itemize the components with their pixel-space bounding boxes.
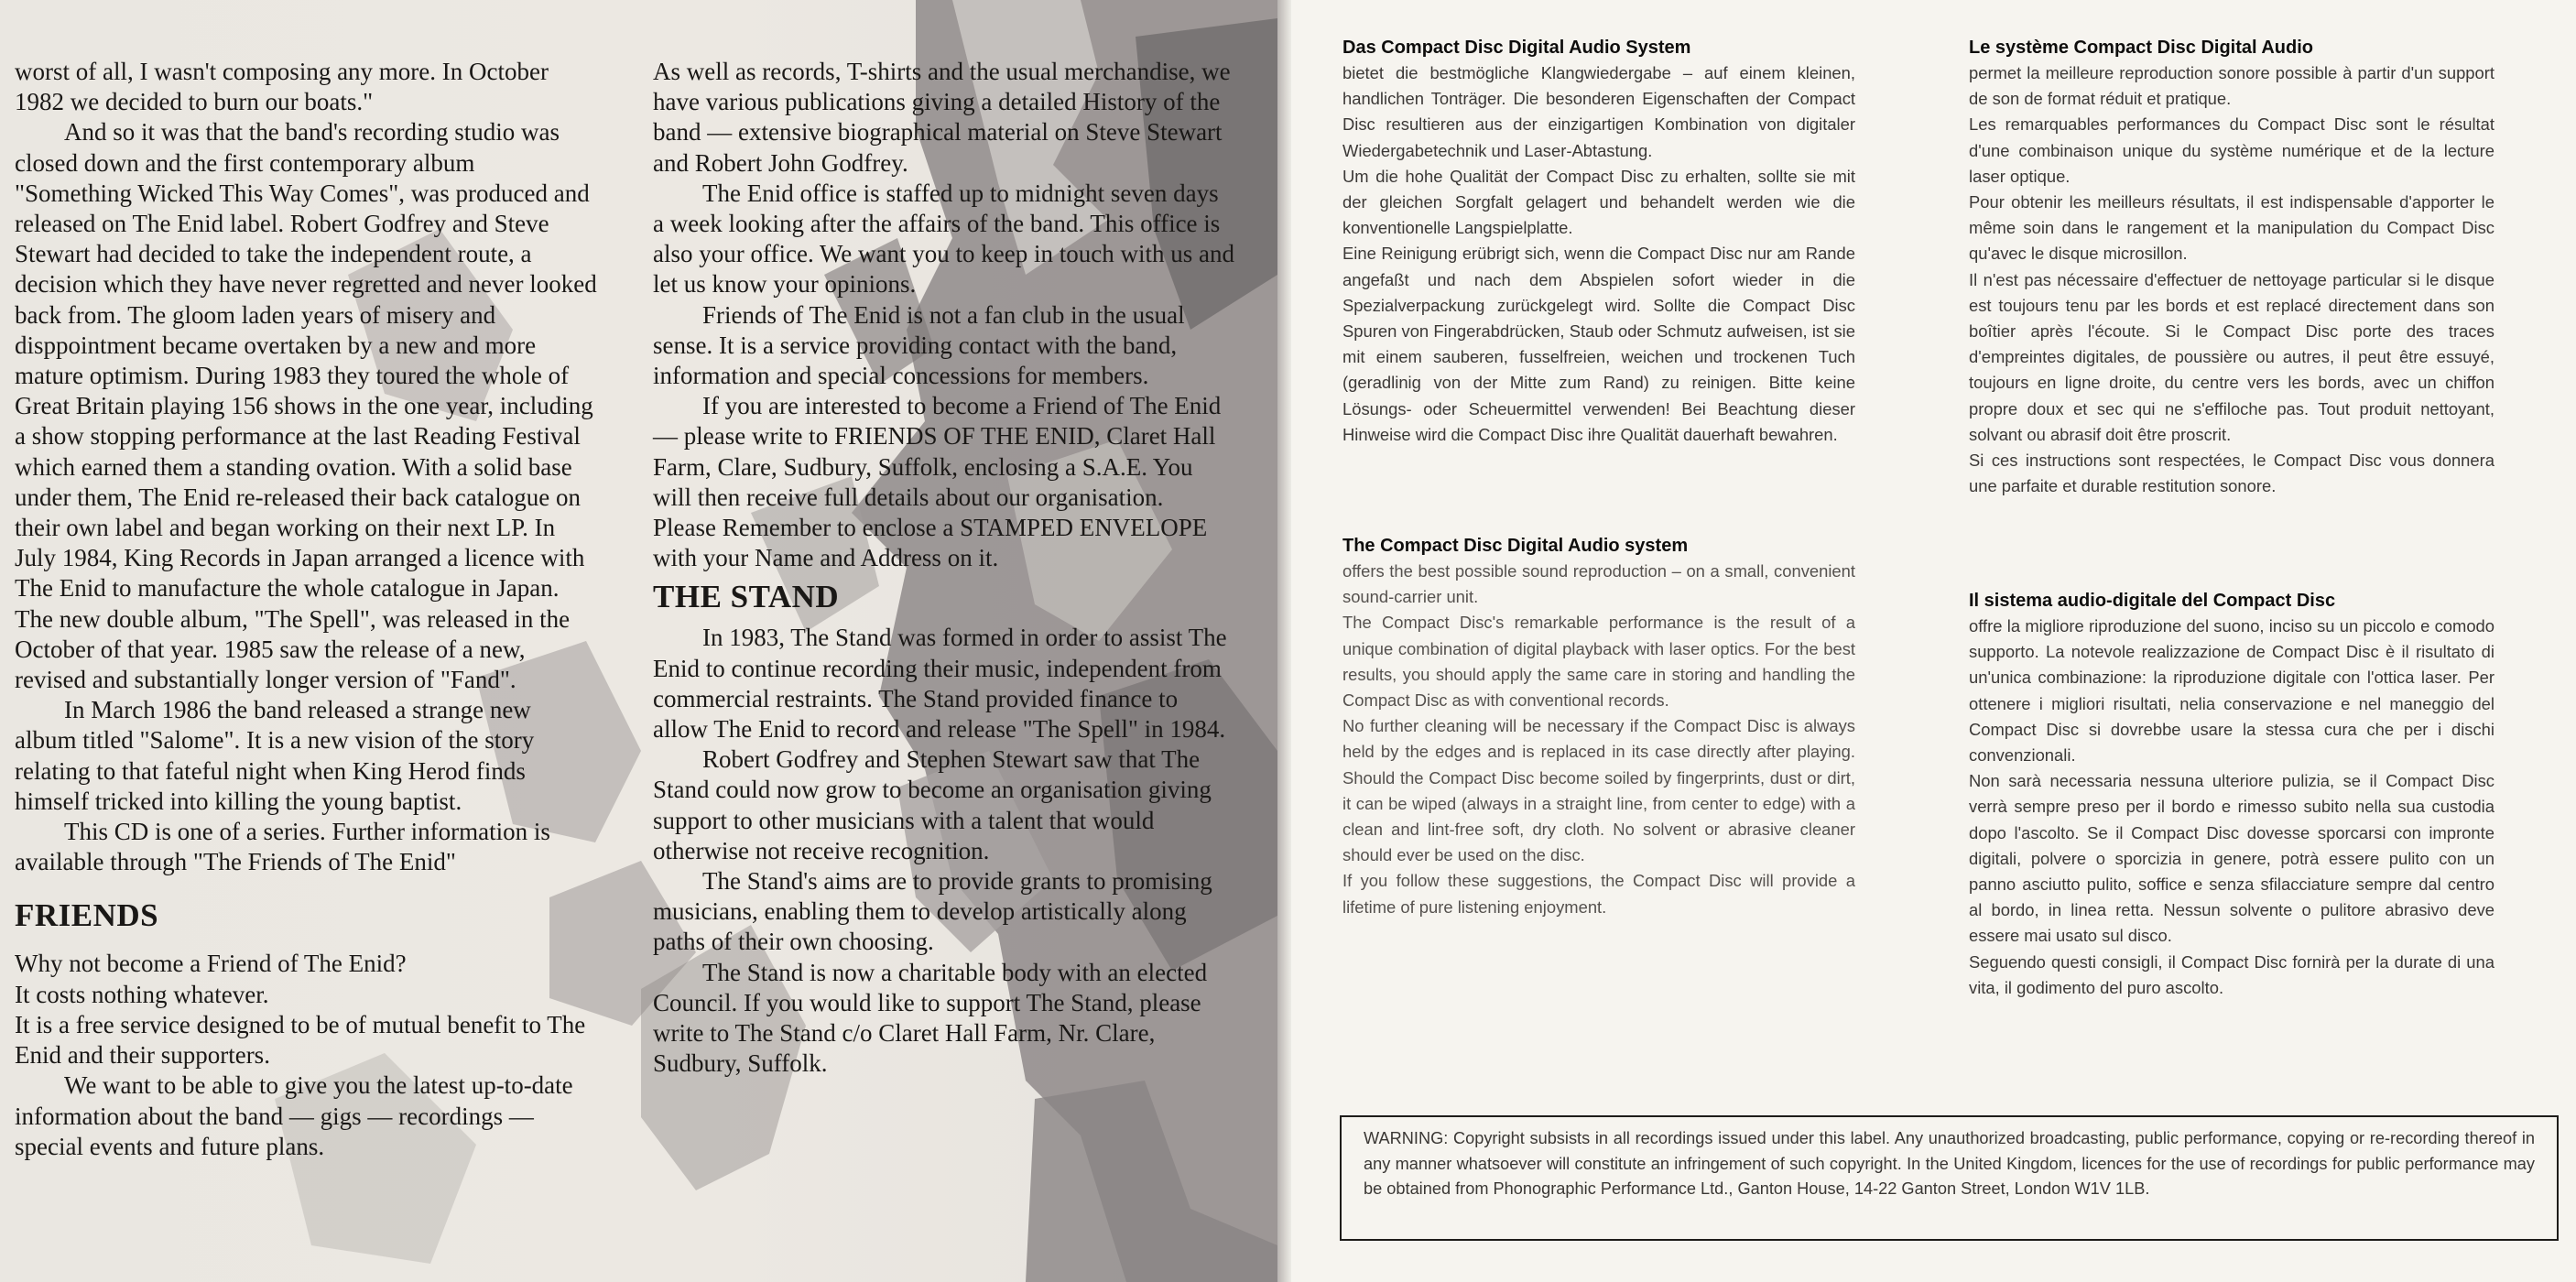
french-paragraph: Si ces instructions sont respectées, le Compact Disc vous donnera une parfaite et durable restitution sonore. bbox=[1969, 451, 2494, 496]
french-paragraph: Pour obtenir les meilleurs résultats, il est indispensable d'apporter le même soin dans le rangement et la manipulation du Compact Disc qu'avec le disque microsillon. bbox=[1969, 192, 2494, 264]
friends-paragraph: It is a free service designed to be of mutual benefit to The Enid and their supporters. bbox=[15, 1010, 586, 1070]
italian-paragraph: Non sarà necessaria nessuna ulteriore pulizia, se il Compact Disc verrà sempre preso per il bordo e rimesso subito nella sua custodia dopo l'ascolto. Se il Compact Disc dovesse sporcarsi con impronte digitali, polvere o sporcizia in genere, potrà essere pulito con un panno asciutto pulito, soffice e senza sfilacciature sempre dal centro al bordo, in linea retta. Nessun solvente o pulitore abrasivo deve essere mai usato sul disco. bbox=[1969, 771, 2494, 946]
history-paragraph: And so it was that the band's recording studio was closed down and the first contemporary album "Something Wicked This Way Comes", was produced and released on The Enid label. Robert Godfrey and Steve Stewart had decided to take the independent route, a decision which they have never regretted and never looked back from. The gloom laden years of misery and disppointment became overtaken by a new and more mature optimism. During 1983 they toured the whole of Great Britain playing 156 shows in the one year, including a show stopping performance at the last Reading Festival which earned them a standing ovation. With a solid base under them, The Enid re-released their back catalogue on their own label and began working on their next LP. In July 1984, King Records in Japan arranged a licence with The Enid to manufacture the whole catalogue in Japan. The new double album, "The Spell", was released in the October of that year. 1985 saw the release of a new, revised and substantially longer version of "Fand". bbox=[15, 118, 597, 694]
stand-paragraph: The Stand is now a charitable body with an elected Council. If you would like to support The Stand, please write to The Stand c/o Claret Hall Farm, Nr. Clare, Sudbury, Suffolk. bbox=[653, 958, 1208, 1078]
english-paragraph: The Compact Disc's remarkable performance is the result of a unique combination of digital playback with laser optics. For the best results, you should apply the same care in storing and handling the Compact Disc as with conventional records. bbox=[1342, 613, 1855, 711]
history-paragraph: worst of all, I wasn't composing any more. In October 1982 we decided to burn our boats." bbox=[15, 58, 549, 116]
french-section bbox=[1969, 35, 2494, 499]
friends-paragraph: We want to be able to give you the latest up-to-date information about the band — gigs — recordings — special events and future plans. bbox=[15, 1071, 573, 1160]
left-text-column-1 bbox=[15, 57, 597, 1162]
friends-paragraph: As well as records, T-shirts and the usual merchandise, we have various publications giving a detailed History of the band — extensive biographical material on Steve Stewart and Robert John Godfrey. bbox=[653, 58, 1231, 177]
italian-paragraph: offre la migliore riproduzione del suono, inciso su un piccolo e comodo supporto. La notevole realizzazione de Compact Disc è il risultato di un'unica combinazione: la riproduzione digitale con l'ottica laser. Per ottenere i migliori risultati, nelia conservazione e nel maneggio del Compact Disc si dovrebbe usare la stessa cura che per i dischi convenzionali. bbox=[1969, 616, 2494, 766]
french-paragraph: Les remarquables performances du Compact Disc sont le résultat d'une combinaison unique du système numérique et de la lecture laser optique. bbox=[1969, 114, 2494, 186]
the-stand-heading: THE STAND bbox=[653, 579, 840, 615]
german-section bbox=[1342, 35, 1855, 448]
english-heading: The Compact Disc Digital Audio system bbox=[1342, 536, 1689, 556]
friends-paragraph: Why not become a Friend of The Enid? bbox=[15, 950, 407, 978]
left-booklet-page bbox=[0, 0, 1277, 1282]
italian-paragraph: Seguendo questi consigli, il Compact Disc fornirà per la durate di una vita, il godimento del puro ascolto. bbox=[1969, 951, 2494, 997]
french-paragraph: permet la meilleure reproduction sonore possible à partir d'un support de son de format réduit et pratique. bbox=[1969, 63, 2494, 109]
copyright-warning-text: WARNING: Copyright subsists in all recordings issued under this label. Any unauthorized broadcasting, public performance, copying or re-recording thereof in any manner whatsoever will constitute an infringement of such copyright. In the United Kingdom, licences for the use of recordings for public performance may be obtained from Phonographic Performance Ltd., Ganton House, 14-22 Ganton Street, London W1V 1LB. bbox=[1364, 1129, 2535, 1198]
left-text-column-2 bbox=[653, 57, 1235, 1080]
german-paragraph: Eine Reinigung erübrigt sich, wenn die Compact Disc nur am Rande angefaßt und nach dem Abspielen sofort wieder in die Spezialverpackung zurückgelegt wird. Sollte die Compact Disc Spuren von Fingerabdrücken, Staub oder Schmutz aufweisen, ist sie mit einem sauberen, fusselfreien, weichen und trockenen Tuch (geradlinig von der Mitte zum Rand) zu reinigen. Bitte keine Lösungs- oder Scheuermittel verwenden! Bei Beachtung dieser Hinweise wird die Compact Disc ihre Qualität dauerhaft bewahren. bbox=[1342, 244, 1855, 444]
german-heading: Das Compact Disc Digital Audio System bbox=[1342, 38, 1691, 58]
english-paragraph: offers the best possible sound reproduction – on a small, convenient sound-carrier unit. bbox=[1342, 561, 1855, 607]
stand-paragraph: Robert Godfrey and Stephen Stewart saw that The Stand could now grow to become an organisation giving support to other musicians with a talent that would otherwise not receive recognition. bbox=[653, 745, 1212, 864]
german-paragraph: bietet die bestmögliche Klangwiedergabe – auf einem kleinen, handlichen Tonträger. Die besonderen Eigenschaften der Compact Disc resultieren aus der einzigartigen Kombination von digitaler Wiedergabetechnik und Laser-Abtastung. bbox=[1342, 63, 1855, 160]
friends-paragraph: It costs nothing whatever. bbox=[15, 980, 269, 1008]
history-paragraph: In March 1986 the band released a strange new album titled "Salome". It is a new vision of the story relating to that fateful night when King Herod finds himself tricked into killing the young baptist. bbox=[15, 696, 535, 815]
stand-paragraph: In 1983, The Stand was formed in order to assist The Enid to continue recording their music, independent from commercial restraints. The Stand provided finance to allow The Enid to record and release "The Spell" in 1984. bbox=[653, 624, 1227, 744]
english-paragraph: If you follow these suggestions, the Compact Disc will provide a lifetime of pure listening enjoyment. bbox=[1342, 871, 1855, 917]
friends-paragraph: Friends of The Enid is not a fan club in the usual sense. It is a service providing contact with the band, information and special concessions for members. bbox=[653, 300, 1185, 390]
friends-heading: FRIENDS bbox=[15, 897, 159, 934]
friends-paragraph: If you are interested to become a Friend of The Enid — please write to FRIENDS OF THE ENID, Claret Hall Farm, Clare, Sudbury, Suffolk, enclosing a S.A.E. You will then receive full details about our organisation. bbox=[653, 392, 1222, 511]
friends-paragraph: Please Remember to enclose a STAMPED ENVELOPE with your Name and Address on it. bbox=[653, 514, 1208, 572]
english-paragraph: No further cleaning will be necessary if the Compact Disc is always held by the edges and is replaced in its case directly after playing. Should the Compact Disc become soiled by fingerprints, dust or dirt, it can be wiped (always in a straight line, from center to edge) with a clean and lint-free soft, dry cloth. No solvent or abrasive cleaner should ever be used on the disc. bbox=[1342, 716, 1855, 865]
friends-paragraph: The Enid office is staffed up to midnight seven days a week looking after the affairs of the band. This office is also your office. We want you to keep in touch with us and let us know your opinions. bbox=[653, 179, 1234, 299]
english-section bbox=[1342, 533, 1855, 920]
french-paragraph: Il n'est pas nécessaire d'effectuer de nettoyage particular si le disque est toujours tenu par les bords et est replacé directement dans son boîtier après l'écoute. Si le Compact Disc porte des traces d'empreintes digitales, de poussière ou autres, il peut être essuyé, toujours en ligne droite, du centre vers les bords, avec un chiffon propre doux et sec qui ne s'effiloche pas. Tout produit nettoyant, solvant ou abrasif doit être proscrit. bbox=[1969, 269, 2494, 444]
booklet-spine-fold bbox=[1277, 0, 1291, 1282]
italian-heading: Il sistema audio-digitale del Compact Disc bbox=[1969, 591, 2336, 611]
history-paragraph: This CD is one of a series. Further information is available through "The Friends of The Enid" bbox=[15, 818, 550, 876]
stand-paragraph: The Stand's aims are to provide grants to promising musicians, enabling them to develop artistically along paths of their own choosing. bbox=[653, 867, 1212, 956]
german-paragraph: Um die hohe Qualität der Compact Disc zu erhalten, sollte sie mit der gleichen Sorgfalt gelagert und behandelt werden wie die konventionelle Langspielplatte. bbox=[1342, 166, 1855, 238]
french-heading: Le système Compact Disc Digital Audio bbox=[1969, 38, 2314, 58]
italian-section bbox=[1969, 588, 2494, 1001]
right-booklet-page bbox=[1291, 0, 2576, 1282]
copyright-warning-box bbox=[1340, 1115, 2559, 1241]
